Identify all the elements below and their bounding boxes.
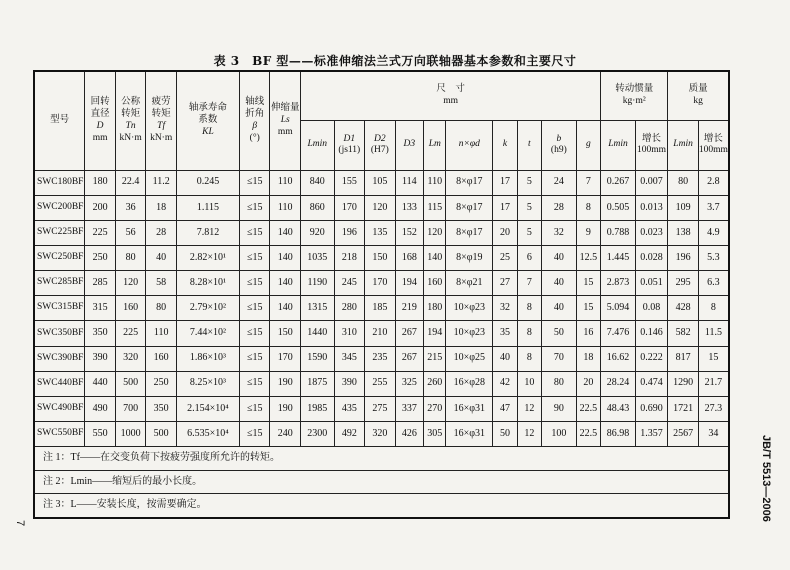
table-cell: 218 [334, 245, 365, 270]
table-cell: 10×φ25 [446, 346, 493, 371]
table-cell: 8.28×10¹ [176, 271, 239, 296]
table-cell: 219 [395, 296, 423, 321]
table-cell: 490 [85, 396, 116, 421]
note-row [34, 470, 729, 494]
table-cell: 337 [395, 396, 423, 421]
table-cell: 12 [517, 396, 541, 421]
table-cell: 168 [395, 245, 423, 270]
table-cell: 7.812 [176, 220, 239, 245]
table-cell: 240 [270, 421, 301, 446]
table-cell: 700 [115, 396, 146, 421]
table-cell: 170 [365, 271, 396, 296]
table-cell: 0.146 [635, 321, 668, 346]
table-cell: 320 [115, 346, 146, 371]
table-cell: 160 [146, 346, 177, 371]
row-model: SWC315BF [34, 296, 85, 321]
table-cell: 0.690 [635, 396, 668, 421]
table-cell: 6 [517, 245, 541, 270]
table-cell: 25 [493, 245, 517, 270]
row-model: SWC225BF [34, 220, 85, 245]
header-b: b (h9) [542, 121, 577, 170]
table-cell: 80 [146, 296, 177, 321]
table-cell: 6.3 [698, 271, 729, 296]
note-row [34, 494, 729, 518]
header-fatigue-torque: 疲劳 转矩 Tf kN·m [146, 71, 177, 170]
table-cell: 8×φ17 [446, 220, 493, 245]
header-mass: 质量 kg [668, 71, 729, 121]
table-cell: 8 [698, 296, 729, 321]
table-cell: 390 [334, 371, 365, 396]
table-cell: 1985 [301, 396, 335, 421]
table-cell: 426 [395, 421, 423, 446]
table-body [34, 170, 729, 447]
table-cell: 0.023 [635, 220, 668, 245]
table-cell: 10 [517, 371, 541, 396]
table-cell: 250 [146, 371, 177, 396]
table-cell: 50 [542, 321, 577, 346]
table-cell: 255 [365, 371, 396, 396]
table-cell: 8×φ17 [446, 195, 493, 220]
table-cell: 325 [395, 371, 423, 396]
table-row [34, 421, 729, 446]
table-cell: 492 [334, 421, 365, 446]
table-cell: 1.357 [635, 421, 668, 446]
header-d3: D3 [395, 121, 423, 170]
table-cell: 225 [115, 321, 146, 346]
table-cell: 500 [115, 371, 146, 396]
table-cell: 320 [365, 421, 396, 446]
header-row-1 [34, 71, 729, 121]
table-cell: 152 [395, 220, 423, 245]
note-3: 注 3：L——安装长度，按需要确定。 [34, 494, 729, 518]
table-cell: 22.5 [576, 421, 601, 446]
table-cell: 150 [365, 245, 396, 270]
table-cell: 58 [146, 271, 177, 296]
table-row [34, 245, 729, 270]
table-cell: 115 [424, 195, 446, 220]
table-cell: 48.43 [601, 396, 636, 421]
header-g: g [576, 121, 601, 170]
table-cell: 920 [301, 220, 335, 245]
table-cell: 11.5 [698, 321, 729, 346]
table-cell: 105 [365, 170, 396, 195]
header-d2: D2 (H7) [365, 121, 396, 170]
header-inertia: 转动惯量 kg·m² [601, 71, 668, 121]
table-cell: 7.476 [601, 321, 636, 346]
table-cell: 275 [365, 396, 396, 421]
row-model: SWC490BF [34, 396, 85, 421]
table-cell: 0.051 [635, 271, 668, 296]
table-cell: 190 [270, 396, 301, 421]
table-cell: 8×φ21 [446, 271, 493, 296]
table-cell: 32 [542, 220, 577, 245]
table-cell: 70 [542, 346, 577, 371]
table-cell: 15 [576, 296, 601, 321]
table-cell: 28 [146, 220, 177, 245]
table-cell: 56 [115, 220, 146, 245]
table-cell: 345 [334, 346, 365, 371]
table-cell: 2300 [301, 421, 335, 446]
table-cell: 210 [365, 321, 396, 346]
table-cell: 0.028 [635, 245, 668, 270]
note-1: 注 1：Tf——在交变负荷下按疲劳强度所允许的转矩。 [34, 447, 729, 471]
table-cell: 35 [493, 321, 517, 346]
table-cell: 135 [365, 220, 396, 245]
table-row [34, 220, 729, 245]
table-cell: 10×φ23 [446, 296, 493, 321]
table-row [34, 271, 729, 296]
table-cell: ≤15 [239, 321, 270, 346]
header-stretch: 伸缩量 Ls mm [270, 71, 301, 170]
table-cell: 40 [542, 271, 577, 296]
table-cell: 1440 [301, 321, 335, 346]
table-cell: 80 [115, 245, 146, 270]
table-cell: 5 [517, 195, 541, 220]
header-d1: D1 (js11) [334, 121, 365, 170]
row-model: SWC285BF [34, 271, 85, 296]
table-cell: 390 [85, 346, 116, 371]
header-inertia-lmin: Lmin [601, 121, 636, 170]
table-cell: 32 [493, 296, 517, 321]
table-cell: 0.08 [635, 296, 668, 321]
table-cell: 2567 [668, 421, 699, 446]
table-cell: 90 [542, 396, 577, 421]
header-mass-increase: 增长 100mm [698, 121, 729, 170]
table-cell: 1190 [301, 271, 335, 296]
row-model: SWC250BF [34, 245, 85, 270]
table-row [34, 195, 729, 220]
row-model: SWC180BF [34, 170, 85, 195]
table-cell: 170 [270, 346, 301, 371]
table-cell: 440 [85, 371, 116, 396]
table-cell: ≤15 [239, 346, 270, 371]
table-cell: 16×φ28 [446, 371, 493, 396]
table-cell: 0.474 [635, 371, 668, 396]
table-cell: 2.82×10¹ [176, 245, 239, 270]
table-cell: 22.4 [115, 170, 146, 195]
table-cell: 5.094 [601, 296, 636, 321]
table-cell: 40 [542, 296, 577, 321]
table-cell: 1.445 [601, 245, 636, 270]
table-cell: 15 [576, 271, 601, 296]
table-cell: 2.154×10⁴ [176, 396, 239, 421]
table-cell: 260 [424, 371, 446, 396]
table-cell: 550 [85, 421, 116, 446]
table-cell: 1721 [668, 396, 699, 421]
table-cell: 194 [424, 321, 446, 346]
table-cell: 17 [493, 195, 517, 220]
table-cell: 6.535×10⁴ [176, 421, 239, 446]
table-cell: 24 [542, 170, 577, 195]
table-cell: 0.222 [635, 346, 668, 371]
table-cell: 8 [517, 321, 541, 346]
table-cell: 12.5 [576, 245, 601, 270]
table-cell: 150 [270, 321, 301, 346]
table-cell: 8×φ19 [446, 245, 493, 270]
table-cell: 15 [698, 346, 729, 371]
table-cell: 11.2 [146, 170, 177, 195]
table-cell: 5 [517, 220, 541, 245]
table-cell: 100 [542, 421, 577, 446]
table-cell: ≤15 [239, 170, 270, 195]
table-cell: 582 [668, 321, 699, 346]
table-cell: 0.788 [601, 220, 636, 245]
table-cell: 109 [668, 195, 699, 220]
table-cell: ≤15 [239, 371, 270, 396]
table-cell: 20 [493, 220, 517, 245]
row-model: SWC440BF [34, 371, 85, 396]
table-cell: 350 [85, 321, 116, 346]
table-cell: 120 [424, 220, 446, 245]
table-cell: ≤15 [239, 396, 270, 421]
header-nominal-torque: 公称 转矩 Tn kN·m [115, 71, 146, 170]
table-cell: 1590 [301, 346, 335, 371]
table-cell: 18 [576, 346, 601, 371]
table-cell: 0.505 [601, 195, 636, 220]
table-cell: 140 [270, 220, 301, 245]
header-k: k [493, 121, 517, 170]
header-bearing-life: 轴承寿命 系数 KL [176, 71, 239, 170]
table-cell: 295 [668, 271, 699, 296]
row-model: SWC350BF [34, 321, 85, 346]
table-cell: 40 [146, 245, 177, 270]
table-cell: 133 [395, 195, 423, 220]
table-row [34, 170, 729, 195]
table-cell: 170 [334, 195, 365, 220]
header-rotation-diameter: 回转 直径 D mm [85, 71, 116, 170]
table-cell: 4.9 [698, 220, 729, 245]
table-cell: 250 [85, 245, 116, 270]
table-cell: 5.3 [698, 245, 729, 270]
table-cell: 1.115 [176, 195, 239, 220]
table-cell: 1000 [115, 421, 146, 446]
header-mass-lmin: Lmin [668, 121, 699, 170]
note-row [34, 447, 729, 471]
table-cell: 10×φ23 [446, 321, 493, 346]
table-cell: 2.8 [698, 170, 729, 195]
table-cell: 428 [668, 296, 699, 321]
header-lm: Lm [424, 121, 446, 170]
table-cell: 120 [115, 271, 146, 296]
table-cell: 28 [542, 195, 577, 220]
table-row [34, 321, 729, 346]
table-cell: 8.25×10³ [176, 371, 239, 396]
table-cell: 185 [365, 296, 396, 321]
table-cell: 8 [517, 296, 541, 321]
table-cell: ≤15 [239, 296, 270, 321]
table-cell: 16×φ31 [446, 396, 493, 421]
table-cell: 27 [493, 271, 517, 296]
table-cell: 42 [493, 371, 517, 396]
table-cell: 16 [576, 321, 601, 346]
header-inertia-increase: 增长 100mm [635, 121, 668, 170]
table-cell: 194 [395, 271, 423, 296]
header-t: t [517, 121, 541, 170]
table-cell: 80 [542, 371, 577, 396]
table-cell: 7 [576, 170, 601, 195]
table-cell: 17 [493, 170, 517, 195]
table-cell: 27.3 [698, 396, 729, 421]
table-cell: 20 [576, 371, 601, 396]
table-cell: 200 [85, 195, 116, 220]
table-cell: ≤15 [239, 271, 270, 296]
table-cell: 140 [270, 296, 301, 321]
table-cell: 196 [668, 245, 699, 270]
header-dimensions: 尺 寸 mm [301, 71, 601, 121]
table-cell: 500 [146, 421, 177, 446]
table-cell: 180 [424, 296, 446, 321]
table-cell: ≤15 [239, 421, 270, 446]
table-row [34, 371, 729, 396]
table-row [34, 346, 729, 371]
table-cell: 190 [270, 371, 301, 396]
table-cell: 305 [424, 421, 446, 446]
table-cell: 140 [424, 245, 446, 270]
table-cell: 12 [517, 421, 541, 446]
note-2: 注 2：Lmin——缩短后的最小长度。 [34, 470, 729, 494]
table-cell: 110 [146, 321, 177, 346]
table-cell: 860 [301, 195, 335, 220]
table-cell: 36 [115, 195, 146, 220]
table-cell: 120 [365, 195, 396, 220]
table-cell: 0.267 [601, 170, 636, 195]
table-cell: 225 [85, 220, 116, 245]
header-shaft-angle: 轴线 折角 β (°) [239, 71, 270, 170]
row-model: SWC200BF [34, 195, 85, 220]
table-cell: 80 [668, 170, 699, 195]
table-cell: 285 [85, 271, 116, 296]
table-cell: 140 [270, 245, 301, 270]
table-cell: 138 [668, 220, 699, 245]
table-cell: 110 [270, 170, 301, 195]
table-cell: 435 [334, 396, 365, 421]
table-cell: 18 [146, 195, 177, 220]
header-model: 型号 [34, 71, 85, 170]
table-cell: 0.013 [635, 195, 668, 220]
table-cell: 8 [576, 195, 601, 220]
table-cell: 110 [270, 195, 301, 220]
table-cell: 16×φ31 [446, 421, 493, 446]
table-cell: 1035 [301, 245, 335, 270]
table-cell: 3.7 [698, 195, 729, 220]
table-cell: 140 [270, 271, 301, 296]
table-cell: 7.44×10² [176, 321, 239, 346]
table-cell: 28.24 [601, 371, 636, 396]
table-cell: 160 [115, 296, 146, 321]
table-cell: 155 [334, 170, 365, 195]
table-cell: ≤15 [239, 245, 270, 270]
standard-number: JB/T 5513—2006 [760, 435, 772, 522]
row-model: SWC550BF [34, 421, 85, 446]
table-cell: 245 [334, 271, 365, 296]
table-cell: 160 [424, 271, 446, 296]
table-cell: 2.79×10² [176, 296, 239, 321]
table-cell: 8×φ17 [446, 170, 493, 195]
table-cell: 16.62 [601, 346, 636, 371]
table-cell: 817 [668, 346, 699, 371]
table-cell: 267 [395, 346, 423, 371]
table-cell: 0.245 [176, 170, 239, 195]
table-cell: 114 [395, 170, 423, 195]
header-nxd: n×φd [446, 121, 493, 170]
table-cell: 8 [517, 346, 541, 371]
table-cell: 280 [334, 296, 365, 321]
table-cell: 267 [395, 321, 423, 346]
table-cell: 1315 [301, 296, 335, 321]
table-cell: 235 [365, 346, 396, 371]
table-cell: 270 [424, 396, 446, 421]
table-title: 表 3 BF 型——标准伸缩法兰式万向联轴器基本参数和主要尺寸 [213, 54, 577, 68]
table-row [34, 296, 729, 321]
table-cell: 22.5 [576, 396, 601, 421]
table-cell: 1.86×10³ [176, 346, 239, 371]
table-cell: 310 [334, 321, 365, 346]
parameters-table [33, 70, 730, 519]
table-cell: 9 [576, 220, 601, 245]
table-cell: 40 [493, 346, 517, 371]
table-cell: 0.007 [635, 170, 668, 195]
table-cell: 7 [517, 271, 541, 296]
table-cell: 2.873 [601, 271, 636, 296]
table-cell: 47 [493, 396, 517, 421]
table-cell: 180 [85, 170, 116, 195]
table-cell: 34 [698, 421, 729, 446]
table-cell: 1290 [668, 371, 699, 396]
table-cell: 86.98 [601, 421, 636, 446]
table-cell: 5 [517, 170, 541, 195]
table-cell: 21.7 [698, 371, 729, 396]
table-cell: 110 [424, 170, 446, 195]
page-number: 7 [14, 520, 26, 527]
table-cell: 215 [424, 346, 446, 371]
table-cell: 1875 [301, 371, 335, 396]
table-cell: 840 [301, 170, 335, 195]
table-cell: ≤15 [239, 220, 270, 245]
table-cell: 50 [493, 421, 517, 446]
header-lmin: Lmin [301, 121, 335, 170]
table-row [34, 396, 729, 421]
table-cell: 315 [85, 296, 116, 321]
table-cell: ≤15 [239, 195, 270, 220]
table-cell: 40 [542, 245, 577, 270]
table-cell: 350 [146, 396, 177, 421]
row-model: SWC390BF [34, 346, 85, 371]
table-cell: 196 [334, 220, 365, 245]
